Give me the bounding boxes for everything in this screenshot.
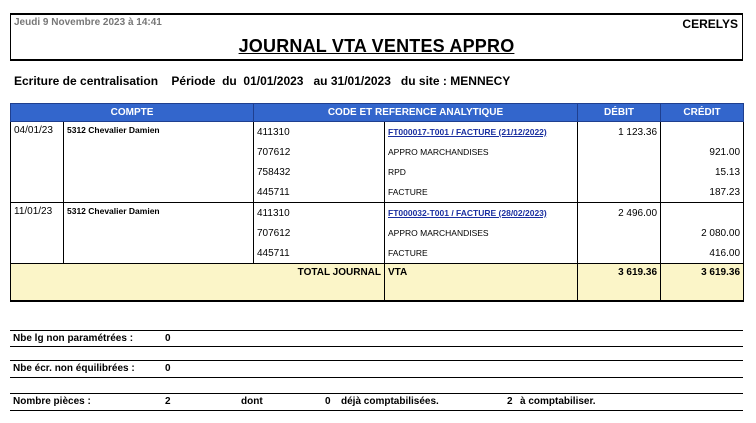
header-credit: CRÉDIT (661, 104, 744, 122)
account-code: 707612 (254, 142, 385, 162)
stat-a-label: à comptabiliser. (520, 396, 596, 407)
credit-value: 416.00 (661, 243, 744, 264)
report-title: JOURNAL VTA VENTES APPRO (238, 36, 515, 56)
credit-value (661, 203, 744, 224)
account-code: 445711 (254, 182, 385, 203)
total-debit: 3 619.36 (578, 264, 661, 302)
date-to: 31/01/2023 (330, 74, 391, 88)
credit-value: 187.23 (661, 182, 744, 203)
header-code: CODE ET REFERENCE ANALYTIQUE (254, 104, 578, 122)
stat-deja-label: déjà comptabilisées. (341, 396, 439, 407)
stat-lg-value: 0 (165, 333, 171, 344)
debit-value: 1 123.36 (578, 122, 661, 143)
table-row (11, 122, 744, 143)
company-name: CERELYS (682, 17, 738, 31)
account-code: 411310 (254, 122, 385, 143)
debit-value (578, 142, 661, 162)
stat-lg-label: Nbe lg non paramétrées : (13, 333, 134, 344)
total-label: TOTAL JOURNAL (11, 264, 385, 302)
report-subtitle (14, 74, 510, 88)
entry-date: 04/01/23 (11, 122, 64, 203)
debit-value (578, 243, 661, 264)
account-code: 411310 (254, 203, 385, 224)
table-row (11, 203, 744, 224)
table-header-row (11, 104, 744, 122)
entry-account: 5312 Chevalier Damien (64, 122, 254, 203)
date-from: 01/01/2023 (243, 74, 304, 88)
invoice-link[interactable]: FT000032-T001 / FACTURE (28/02/2023) (388, 208, 547, 218)
header-debit: DÉBIT (578, 104, 661, 122)
stat-lignes-non-parametrees (10, 330, 743, 347)
account-code: 758432 (254, 162, 385, 182)
periode-label: Période du (171, 74, 237, 88)
analytic-ref: APPRO MARCHANDISES (385, 142, 578, 162)
total-row (11, 264, 744, 302)
stat-dont-label: dont (241, 396, 263, 407)
account-code: 707612 (254, 223, 385, 243)
report-header (10, 13, 743, 61)
stat-ecr-value: 0 (165, 363, 171, 374)
stat-ecr-label: Nbe écr. non équilibrées : (13, 363, 135, 374)
divider (10, 300, 743, 301)
account-code: 445711 (254, 243, 385, 264)
credit-value: 15.13 (661, 162, 744, 182)
total-credit: 3 619.36 (661, 264, 744, 302)
total-journal: VTA (385, 264, 578, 302)
analytic-ref: RPD (385, 162, 578, 182)
invoice-link[interactable]: FT000017-T001 / FACTURE (21/12/2022) (388, 127, 547, 137)
debit-value (578, 162, 661, 182)
analytic-ref: FACTURE (385, 182, 578, 203)
stat-pieces-value: 2 (165, 396, 171, 407)
credit-value: 2 080.00 (661, 223, 744, 243)
credit-value (661, 122, 744, 143)
stat-deja-value: 0 (325, 396, 331, 407)
stat-nombre-pieces (10, 393, 743, 411)
au-label: au (313, 74, 328, 88)
credit-value: 921.00 (661, 142, 744, 162)
stat-pieces-label: Nombre pièces : (13, 396, 91, 407)
subtitle-label: Ecriture de centralisation (14, 74, 159, 88)
debit-value (578, 182, 661, 203)
site-name: MENNECY (450, 74, 511, 88)
debit-value (578, 223, 661, 243)
stat-ecritures-non-equilibrees (10, 360, 743, 378)
debit-value: 2 496.00 (578, 203, 661, 224)
header-compte: COMPTE (11, 104, 254, 122)
site-label: du site : (400, 74, 447, 88)
analytic-ref: FACTURE (385, 243, 578, 264)
stat-a-value: 2 (507, 396, 513, 407)
journal-table (10, 103, 744, 302)
report-datetime: Jeudi 9 Novembre 2023 à 14:41 (14, 17, 162, 28)
analytic-ref: APPRO MARCHANDISES (385, 223, 578, 243)
entry-account: 5312 Chevalier Damien (64, 203, 254, 264)
entry-date: 11/01/23 (11, 203, 64, 264)
